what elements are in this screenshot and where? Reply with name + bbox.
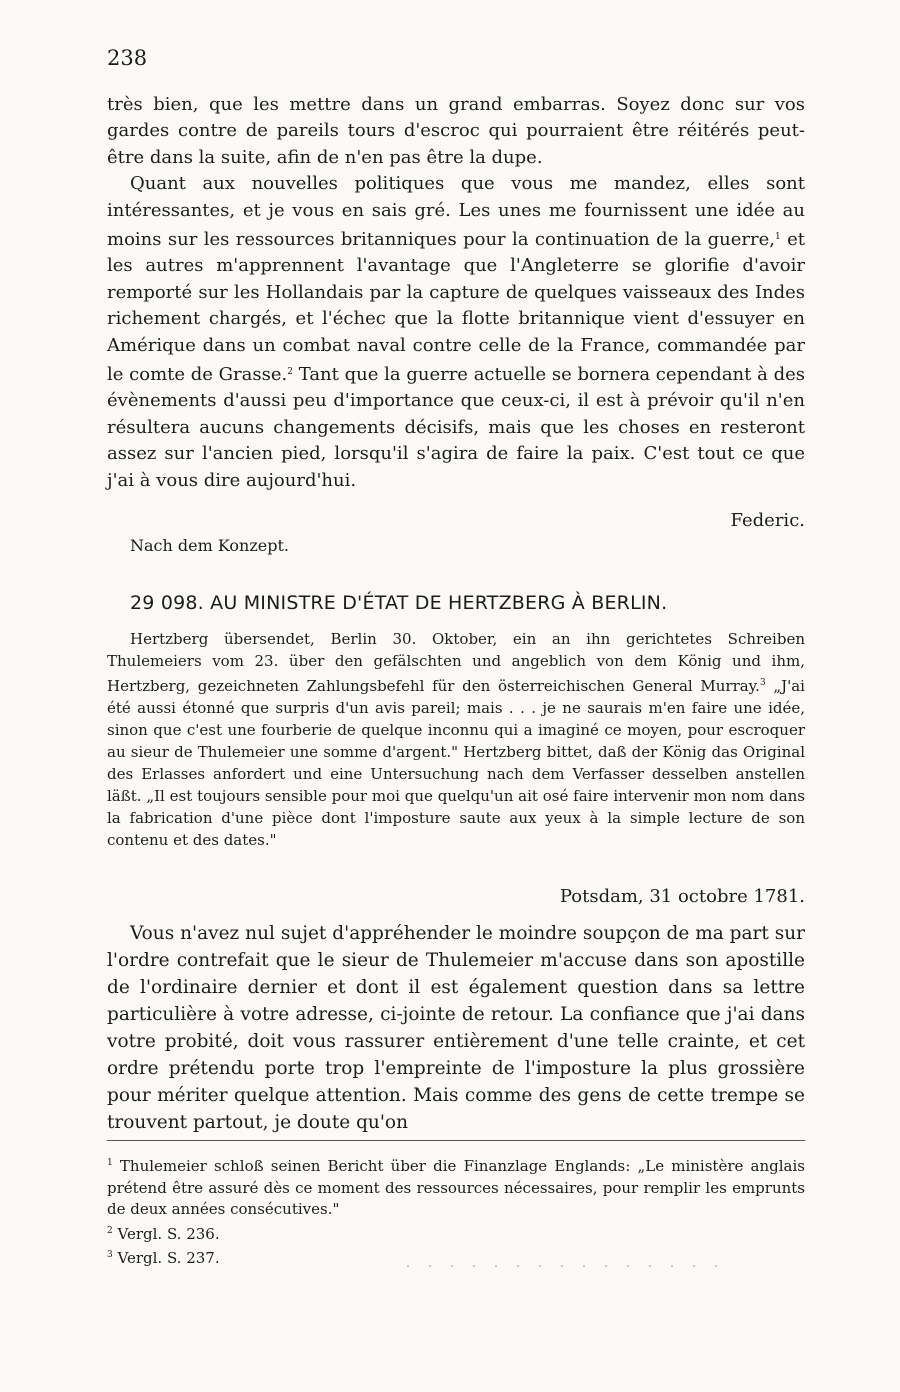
print-specks (407, 1265, 737, 1267)
footnote-divider (107, 1140, 805, 1141)
footnote-mark: 2 (107, 1225, 113, 1236)
letter-text (107, 92, 805, 494)
letter-heading: 29 098. AU MINISTRE D'ÉTAT DE HERTZBERG À BERLIN. (130, 592, 668, 614)
signature: Federic. (730, 510, 805, 531)
paragraph: Hertzberg übersendet, Berlin 30. Oktober, ein an ihn gerichtetes Schreiben Thulemeiers vom 23. über den gefälschten und angeblich von dem König und ihm, Hertzberg, gezeichneten Zahlungsbefehl für den österreichischen General Murray.$^3$ „J'ai été aussi étonné que surpris d'un avis pareil; mais . . . je ne saurais m'en faire une idée, sinon que c'est une fourberie de quelque inconnu qui a imaginé ce moyen, pour escroquer au sieur de Thulemeier une somme d'argent." Hertzberg bittet, daß der König das Original des Erlasses anfordert und eine Untersuchung nach dem Verfasser desselben anstellen läßt. „Il est toujours sensible pour moi que quelqu'un ait osé faire intervenir mon nom dans la fabrication d'une pièce dont l'imposture saute aux yeux à la simple lecture de son contenu et des dates." (107, 630, 805, 849)
paragraph: Vous n'avez nul sujet d'appréhender le moindre soupçon de ma part sur l'ordre contrefait que le sieur de Thulemeier m'accuse dans son apostille de l'ordinaire dernier et dont il est également question dans sa lettre particulière à votre adresse, ci-jointe de retour. La confiance que j'ai dans votre probité, doit vous rassurer entièrement d'une telle crainte, et cet ordre prétendu porte trop l'empreinte de l'imposture la plus grossière pour mériter quelque attention. Mais comme des gens de cette trempe se trouvent partout, je doute qu'on (107, 923, 805, 1133)
footnote: $^1$ Thulemeier schloß seinen Bericht über die Finanzlage Englands: „Le ministère anglais prétend être assuré dès ce moment des ressources nécessaires, pour remplir les emprunts de deux années consécutives." (107, 1157, 805, 1218)
footnote-ref: 3 (759, 678, 766, 688)
footnote-mark: 3 (107, 1250, 113, 1260)
paragraph: Quant aux nouvelles politiques que vous me mandez, elles sont intéressantes, et je vous en sais gré. Les unes me fournissent une idée au moins sur les ressources britanniques pour la continuation de la guerre,$^1$ et les autres m'apprennent l'avantage que l'Angleterre se glorifie d'avoir remporté sur les Hollandais par la capture de quelques vaisseaux des Indes richement chargés, et l'échec que la flotte britannique vient d'essuyer en Amérique dans un combat naval contre celle de la France, commandée par le comte de Grasse.$^2$ Tant que la guerre actuelle se bornera cependant à des évènements d'aussi peu d'importance que ceux-ci, il est à prévoir qu'il n'en résultera aucuns changements décisifs, mais que les choses en resteront assez sur l'ancien pied, lorsqu'il s'agira de faire la paix. C'est tout ce que j'ai à vous dire aujourd'hui. (107, 173, 806, 491)
page-number: 238 (107, 46, 148, 70)
dateline: Potsdam, 31 octobre 1781. (559, 886, 805, 907)
footnote-ref: 1 (774, 232, 781, 243)
source-note: Nach dem Konzept. (130, 536, 289, 555)
letter-body (107, 920, 805, 1136)
paragraph: très bien, que les mettre dans un grand embarras. Soyez donc sur vos gardes contre de pareils tours d'escroc qui pourraient être réitérés peut-être dans la suite, afin de n'en pas être la dupe. (107, 94, 805, 168)
footnote: $^2$ Vergl. S. 236. (107, 1224, 220, 1243)
footnote: $^3$ Vergl. S. 237. (107, 1249, 220, 1267)
footnote-mark: 1 (107, 1158, 113, 1168)
footnote-ref: 2 (287, 367, 293, 378)
footnotes (107, 1153, 805, 1270)
letter-summary (107, 628, 805, 851)
